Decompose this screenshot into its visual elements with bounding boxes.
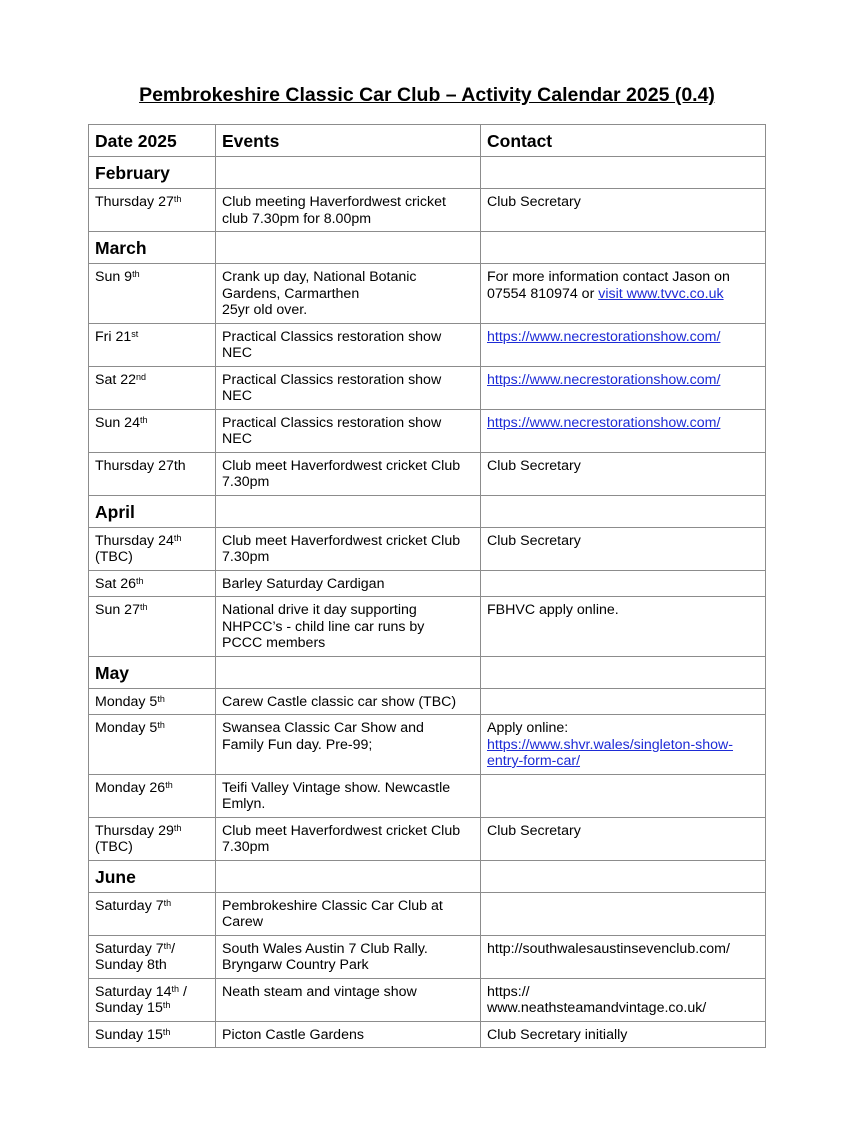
date-line [95, 549, 209, 566]
event-row [89, 409, 766, 452]
contact-text: Club Secretary [487, 457, 581, 474]
date-cell [89, 774, 216, 817]
event-text: 7.30pm [222, 549, 270, 565]
event-text: Swansea Classic Car Show and [222, 720, 424, 736]
month-row [89, 656, 766, 688]
event-row [89, 189, 766, 232]
date-ordinal-suffix: th [162, 1000, 171, 1010]
date-line [95, 269, 209, 286]
event-row [89, 688, 766, 715]
activity-calendar-table [88, 124, 766, 1048]
contact-line [487, 329, 759, 346]
event-row [89, 264, 766, 324]
calendar-body [89, 125, 766, 1048]
date-ordinal-suffix: st [131, 328, 139, 339]
event-text: Practical Classics restoration show [222, 414, 442, 431]
date-ordinal-suffix: th [162, 1026, 171, 1037]
date-line [95, 694, 209, 711]
event-cell [216, 597, 481, 657]
date-text: Saturday 7 [95, 897, 164, 914]
date-ordinal-suffix: th [132, 269, 140, 279]
event-text: PCCC members [222, 635, 326, 651]
date-ordinal-suffix: th [139, 602, 148, 612]
event-row [89, 323, 766, 366]
contact-text: www.neathsteamandvintage.co.uk/ [487, 1000, 707, 1016]
contact-line [487, 458, 759, 475]
date-ordinal-suffix: th [173, 532, 182, 543]
contact-line [487, 1000, 759, 1017]
empty-cell [481, 495, 766, 527]
empty-cell [216, 860, 481, 892]
event-text: NEC [222, 431, 252, 447]
date-text: Sat 26 [95, 575, 137, 592]
event-cell [216, 935, 481, 978]
contact-cell [481, 570, 766, 597]
event-text: Club meeting Haverfordwest cricket [222, 194, 446, 210]
date-text: Saturday 14 [95, 983, 172, 1000]
contact-text: Club Secretary [487, 822, 581, 839]
event-text: Practical Classics restoration show [222, 371, 442, 388]
date-line [95, 415, 209, 432]
date-line [95, 576, 209, 593]
date-text: Sun 27 [95, 602, 140, 618]
date-line [95, 780, 209, 797]
event-text: Pembrokeshire Classic Car Club at [222, 897, 443, 914]
month-cell [89, 157, 216, 189]
event-cell [216, 688, 481, 715]
event-text: NEC [222, 388, 252, 404]
contact-cell [481, 264, 766, 324]
contact-cell [481, 1021, 766, 1048]
event-text: Practical Classics restoration show [222, 328, 442, 345]
event-text: NHPCC’s - child line car runs by [222, 618, 425, 635]
date-cell [89, 715, 216, 775]
contact-cell [481, 817, 766, 860]
date-cell [89, 452, 216, 495]
date-line [95, 458, 209, 475]
empty-cell [216, 157, 481, 189]
date-ordinal-suffix: th [173, 822, 182, 833]
contact-cell [481, 527, 766, 570]
event-text: Crank up day, National Botanic [222, 269, 417, 285]
header-events: Events [216, 125, 481, 157]
date-cell [89, 688, 216, 715]
date-text: Thursday 24 [95, 532, 174, 549]
month-cell [89, 495, 216, 527]
date-cell [89, 935, 216, 978]
date-text: Sun 9 [95, 269, 133, 285]
date-text: Sun 24 [95, 414, 140, 431]
date-text: Fri 21 [95, 328, 132, 345]
date-text: (TBC) [95, 839, 133, 855]
date-line [95, 839, 209, 856]
date-line [95, 533, 209, 550]
event-text: Family Fun day. Pre-99; [222, 736, 373, 753]
event-cell [216, 323, 481, 366]
event-cell [216, 715, 481, 775]
empty-cell [481, 860, 766, 892]
contact-line [487, 415, 759, 432]
month-label: February [95, 163, 170, 183]
contact-cell [481, 323, 766, 366]
date-line [95, 984, 209, 1001]
event-text: Club meet Haverfordwest cricket Club [222, 532, 461, 549]
document-title: Pembrokeshire Classic Car Club – Activity Calendar 2025 (0.4) [139, 84, 715, 106]
event-row [89, 366, 766, 409]
contact-line [487, 1027, 759, 1044]
event-row [89, 774, 766, 817]
contact-link[interactable]: visit www.tvvc.co.uk [598, 285, 724, 302]
date-line [95, 957, 209, 974]
event-cell [216, 570, 481, 597]
event-text: National drive it day supporting [222, 602, 417, 618]
event-cell [216, 452, 481, 495]
contact-line [487, 269, 759, 286]
event-text: Club meet Haverfordwest cricket Club [222, 822, 461, 839]
date-line [95, 329, 209, 346]
event-row [89, 715, 766, 775]
event-text: club 7.30pm for 8.00pm [222, 210, 372, 227]
date-text: Sat 22 [95, 371, 137, 388]
contact-text: 07554 810974 or [487, 285, 599, 302]
event-text: South Wales Austin 7 Club Rally. [222, 940, 428, 957]
contact-line [487, 533, 759, 550]
event-cell [216, 978, 481, 1021]
date-line [95, 941, 209, 958]
event-text: Carew Castle classic car show (TBC) [222, 693, 457, 710]
event-text: Neath steam and vintage show [222, 983, 417, 1000]
date-ordinal-suffix: th [157, 693, 165, 704]
contact-text: http://southwalesaustinsevenclub.com/ [487, 940, 730, 957]
empty-cell [216, 495, 481, 527]
event-text: Bryngarw Country Park [222, 957, 369, 973]
date-ordinal-suffix: th [139, 414, 148, 425]
date-separator: / [171, 940, 176, 957]
event-cell [216, 892, 481, 935]
contact-text: Club Secretary [487, 532, 581, 549]
month-label: April [95, 501, 135, 522]
event-row [89, 527, 766, 570]
contact-text: For more information contact Jason on [487, 269, 730, 285]
date-cell [89, 527, 216, 570]
event-text: Emlyn. [222, 796, 266, 812]
contact-link[interactable]: https://www.necrestorationshow.com/ [487, 414, 721, 431]
date-text: Thursday 27th [95, 457, 186, 474]
date-text: (TBC) [95, 549, 133, 565]
contact-cell [481, 189, 766, 232]
event-text: Teifi Valley Vintage show. Newcastle [222, 779, 451, 796]
contact-line [487, 720, 759, 737]
contact-text: Club Secretary initially [487, 1026, 628, 1043]
date-cell [89, 570, 216, 597]
date-text: Sunday 15 [95, 1000, 163, 1016]
month-label: March [95, 238, 147, 258]
contact-text: https:// [487, 983, 530, 1000]
date-line [95, 720, 209, 737]
contact-cell [481, 688, 766, 715]
event-text: NEC [222, 345, 252, 361]
contact-line [487, 941, 759, 958]
month-cell [89, 656, 216, 688]
event-cell [216, 366, 481, 409]
contact-line [487, 984, 759, 1001]
event-row [89, 597, 766, 657]
date-cell [89, 597, 216, 657]
empty-cell [216, 232, 481, 264]
contact-cell [481, 892, 766, 935]
header-row [89, 125, 766, 157]
contact-cell [481, 935, 766, 978]
contact-line [487, 823, 759, 840]
date-cell [89, 978, 216, 1021]
empty-cell [481, 656, 766, 688]
date-text: Sunday 15 [95, 1026, 163, 1043]
date-ordinal-suffix: th [136, 575, 144, 586]
month-row [89, 495, 766, 527]
date-text: Saturday 7 [95, 940, 164, 957]
date-line [95, 898, 209, 915]
contact-line [487, 194, 759, 211]
date-ordinal-suffix: th [163, 897, 172, 908]
contact-line [487, 286, 759, 303]
date-cell [89, 189, 216, 232]
contact-line [487, 372, 759, 389]
event-text: 25yr old over. [222, 302, 308, 318]
event-text: Gardens, Carmarthen [222, 285, 360, 302]
date-text: Thursday 29 [95, 822, 174, 839]
date-line [95, 372, 209, 389]
month-row [89, 860, 766, 892]
date-line [95, 194, 209, 211]
date-text: Sunday 8th [95, 957, 167, 973]
event-cell [216, 817, 481, 860]
empty-cell [481, 157, 766, 189]
header-contact: Contact [481, 125, 766, 157]
date-ordinal-suffix: th [173, 194, 182, 204]
date-text: Monday 5 [95, 693, 158, 710]
contact-cell [481, 452, 766, 495]
event-cell [216, 409, 481, 452]
date-cell [89, 817, 216, 860]
event-text: Picton Castle Gardens [222, 1026, 364, 1043]
contact-text: Apply online: [487, 720, 569, 736]
event-cell [216, 527, 481, 570]
contact-line [487, 602, 759, 619]
date-separator: / [179, 983, 187, 1000]
contact-link[interactable]: https://www.necrestorationshow.com/ [487, 371, 721, 388]
contact-line [487, 737, 759, 754]
event-text: Barley Saturday Cardigan [222, 575, 385, 592]
date-text: Monday 26 [95, 779, 166, 796]
contact-line [487, 753, 759, 770]
event-text: Carew [222, 914, 263, 930]
contact-cell [481, 774, 766, 817]
event-row [89, 1021, 766, 1048]
date-ordinal-suffix: th [163, 940, 172, 951]
date-line [95, 823, 209, 840]
date-cell [89, 1021, 216, 1048]
event-cell [216, 774, 481, 817]
date-cell [89, 323, 216, 366]
date-line [95, 1027, 209, 1044]
date-cell [89, 409, 216, 452]
event-text: Club meet Haverfordwest cricket Club [222, 457, 461, 474]
contact-link[interactable]: https://www.necrestorationshow.com/ [487, 328, 721, 345]
contact-cell [481, 409, 766, 452]
header-date: Date 2025 [89, 125, 216, 157]
event-row [89, 978, 766, 1021]
event-row [89, 817, 766, 860]
event-row [89, 570, 766, 597]
month-label: May [95, 662, 130, 683]
date-ordinal-suffix: nd [136, 371, 147, 382]
month-row [89, 232, 766, 264]
event-text: 7.30pm [222, 474, 270, 490]
event-text: 7.30pm [222, 839, 270, 855]
month-cell [89, 232, 216, 264]
date-ordinal-suffix: th [165, 779, 173, 790]
month-row [89, 157, 766, 189]
date-cell [89, 892, 216, 935]
event-row [89, 452, 766, 495]
empty-cell [481, 232, 766, 264]
contact-cell [481, 597, 766, 657]
contact-link[interactable]: https://www.shvr.wales/singleton-show- [487, 736, 734, 753]
event-row [89, 892, 766, 935]
date-cell [89, 366, 216, 409]
date-line [95, 602, 209, 619]
contact-text: Club Secretary [487, 194, 581, 210]
month-label: June [95, 866, 136, 887]
month-cell [89, 860, 216, 892]
date-cell [89, 264, 216, 324]
date-text: Monday 5 [95, 720, 158, 736]
contact-cell [481, 715, 766, 775]
event-row [89, 935, 766, 978]
contact-link[interactable]: entry-form-car/ [487, 753, 581, 769]
event-cell [216, 189, 481, 232]
contact-cell [481, 978, 766, 1021]
date-text: Thursday 27 [95, 194, 174, 210]
contact-text: FBHVC apply online. [487, 602, 619, 618]
event-cell [216, 264, 481, 324]
contact-cell [481, 366, 766, 409]
date-ordinal-suffix: th [171, 983, 180, 994]
date-ordinal-suffix: th [157, 720, 165, 730]
date-line [95, 1000, 209, 1017]
empty-cell [216, 656, 481, 688]
event-cell [216, 1021, 481, 1048]
